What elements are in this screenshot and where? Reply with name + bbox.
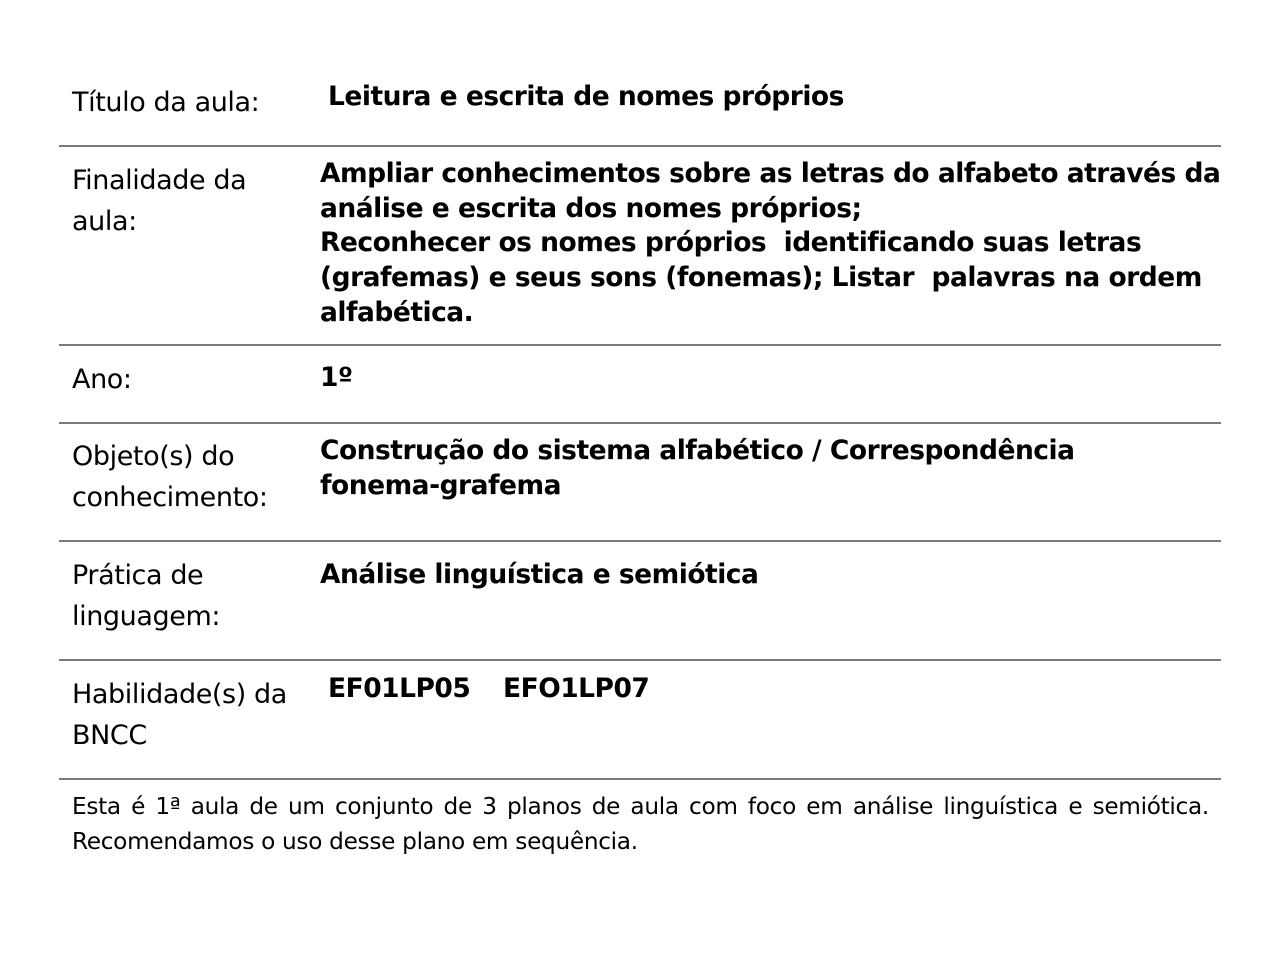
value-line: Construção do sistema alfabético / Correspondência [320,435,1075,466]
label-line: Prática de [72,560,204,591]
row-value-titulo: Leitura e escrita de nomes próprios [328,81,844,112]
row-divider [59,145,1221,147]
row-value-pratica: Análise linguística e semiótica [320,559,759,590]
bncc-code-1: EF01LP05 [328,673,471,704]
row-divider [59,344,1221,346]
label-line: BNCC [72,720,147,751]
label-line: aula: [72,206,137,237]
value-line: fonema-grafema [320,469,561,501]
note-line: Recomendamos o uso desse plano em sequência. [72,828,638,855]
row-label-finalidade [72,160,246,242]
row-label-objeto [72,436,268,518]
row-value-objeto [320,434,1075,503]
label-line: Finalidade da [72,165,247,196]
row-value-ano: 1º [320,362,353,393]
value-line: (grafemas) e seus sons (fonemas); Listar palavras na ordem [320,262,1202,294]
note-line: Esta é 1ª aula de um conjunto de 3 planos de aula com foco em análise linguística e semiótica. [72,793,1209,820]
value-line: análise e escrita dos nomes próprios; [320,192,862,224]
label-line: linguagem: [72,601,221,632]
label-line: Objeto(s) do [72,441,235,472]
row-value-finalidade [320,157,1220,331]
bncc-code-2: EFO1LP07 [503,673,650,704]
footer-note [72,789,1209,859]
row-label-titulo: Título da aula: [72,87,260,118]
label-line: Habilidade(s) da [72,679,287,710]
row-divider [59,540,1221,542]
row-divider [59,778,1221,780]
row-label-habilidades [72,674,287,756]
label-line: conhecimento: [72,482,268,513]
value-line: Ampliar conhecimentos sobre as letras do alfabeto através da [320,158,1221,189]
row-divider [59,422,1221,424]
value-line: Reconhecer os nomes próprios identificando suas letras [320,227,1142,259]
row-divider [59,659,1221,661]
row-label-ano: Ano: [72,364,132,395]
row-label-pratica [72,555,220,637]
value-line: alfabética. [320,296,474,328]
